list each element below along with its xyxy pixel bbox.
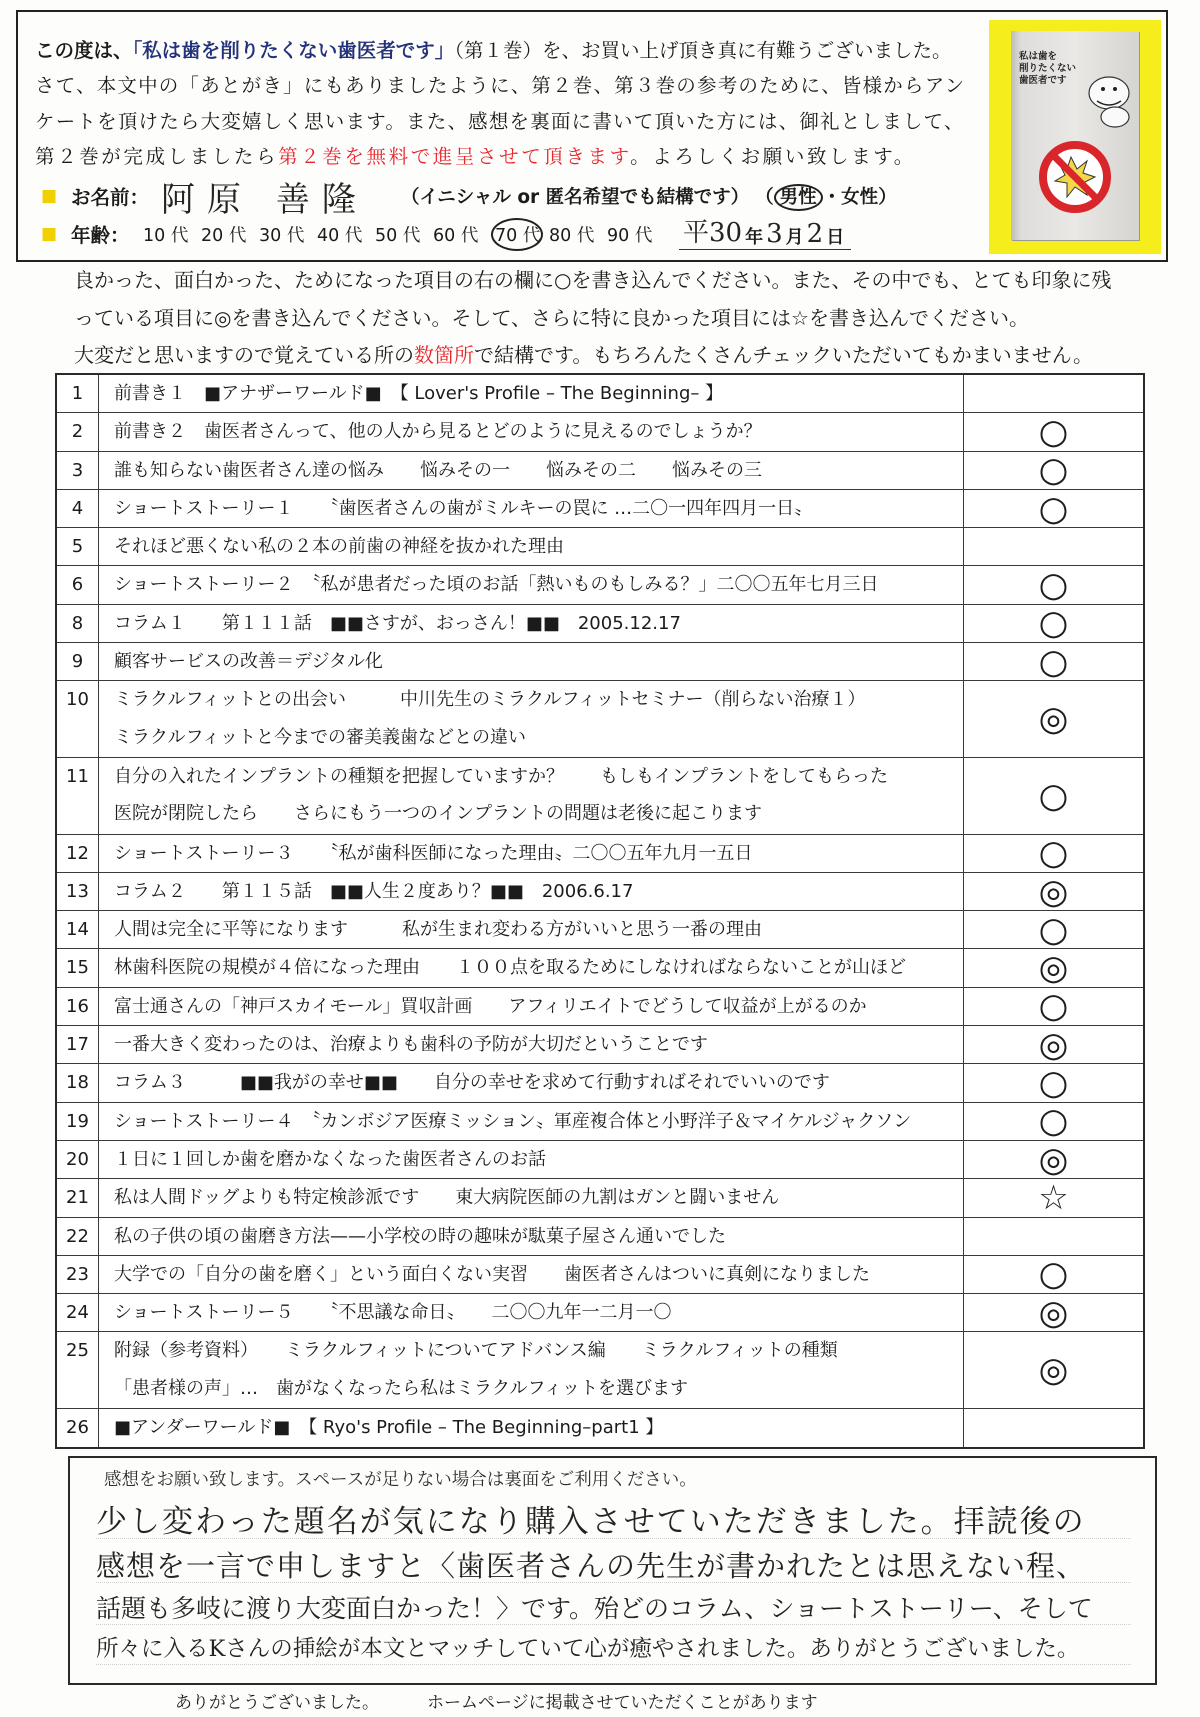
- item-title: [99, 1294, 963, 1331]
- date-month-label: 月: [785, 226, 804, 248]
- footer-note: ホームページに掲載させていただくことがあります: [427, 1693, 818, 1713]
- cover-title-line: 歯医者です: [1019, 75, 1067, 86]
- intro-line-1: [35, 36, 985, 66]
- check-mark-cell: [963, 1179, 1143, 1216]
- check-mark-cell: [963, 413, 1143, 450]
- item-title-line: 前書き１ ■アナザーワールド■ 【 Lover's Profile – The Beginning– 】: [114, 383, 724, 404]
- check-mark-cell: [963, 375, 1143, 412]
- item-number: 2: [57, 413, 99, 450]
- age-field-row: [35, 216, 985, 252]
- check-mark-cell: [963, 1103, 1143, 1140]
- item-title-line: ミラクルフィットとの出会い 中川先生のミラクルフィットセミナー（削らない治療１）: [114, 689, 866, 711]
- age-option: 20 代: [201, 225, 247, 246]
- item-title-line: 私の子供の頃の歯磨き方法——小学校の時の趣味が駄菓子屋さん通いでした: [114, 1225, 726, 1247]
- table-row: [57, 1294, 1143, 1332]
- date-month: 3: [766, 218, 783, 249]
- intro-line-2: さて、本文中の「あとがき」にもありましたように、第２巻、第３巻の参考のために、皆様からアン: [35, 74, 966, 97]
- item-number: 20: [57, 1141, 99, 1178]
- check-mark: ○: [1038, 833, 1069, 874]
- check-mark-cell: [963, 988, 1143, 1025]
- item-number: 24: [57, 1294, 99, 1331]
- item-title: [99, 911, 963, 948]
- check-mark-cell: [963, 643, 1143, 680]
- check-mark: ○: [1038, 1062, 1069, 1103]
- check-mark: ○: [1038, 641, 1069, 682]
- age-option: 10 代: [143, 225, 189, 246]
- check-mark-cell: [963, 452, 1143, 489]
- footer: [175, 1692, 818, 1714]
- check-mark-cell: [963, 1218, 1143, 1255]
- item-number: 22: [57, 1218, 99, 1255]
- table-row: [57, 681, 1143, 758]
- item-title: [99, 1026, 963, 1063]
- instruction-line-3-end: で結構です。もちろんたくさんチェックいただいてもかまいません。: [474, 343, 1093, 367]
- check-mark: ○: [1038, 1254, 1069, 1295]
- item-title-line: 自分の入れたインプラントの種類を把握していますか？ もしもインプラントをしてもらった: [114, 765, 888, 787]
- table-row: [57, 1332, 1143, 1409]
- table-row: [57, 1103, 1143, 1141]
- item-title-line: コラム２ 第１１５話 ■■人生２度あり？■■ 2006.6.17: [114, 880, 634, 902]
- item-title-line: ショートストーリー４ 〝カンボジア医療ミッション〟軍産複合体と小野洋子＆マイケルジャクソン: [114, 1110, 912, 1132]
- table-row: [57, 643, 1143, 681]
- check-mark: ○: [1038, 1101, 1069, 1142]
- item-number: 6: [57, 566, 99, 603]
- cover-title-line: 私は歯を: [1019, 51, 1058, 62]
- item-title-line: ショートストーリー５ 〝不思議な命日〟 二〇〇九年一二月一〇: [114, 1302, 672, 1324]
- intro-line-3: ケートを頂けたら大変嬉しく思います。また、感想を裏面に書いて頂いた方には、御礼としまして、: [35, 110, 965, 133]
- item-title: [99, 490, 963, 527]
- item-title: [99, 758, 963, 834]
- handwritten-comment-line: 所々に入るKさんの挿絵が本文とマッチしていて心が癒やされました。ありがとうございました。: [96, 1636, 1080, 1662]
- check-mark: ○: [1038, 488, 1069, 529]
- book-cover: [1011, 31, 1139, 240]
- item-title-line: それほど悪くない私の２本の前歯の神経を抜かれた理由: [114, 536, 564, 558]
- item-title: [99, 452, 963, 489]
- item-title: [99, 949, 963, 986]
- name-field-row: [35, 176, 985, 216]
- item-title-line: 林歯科医院の規模が４倍になった理由 １００点を取るためにしなければならないことが山ほど: [114, 957, 906, 979]
- item-number: 16: [57, 988, 99, 1025]
- check-mark-cell: [963, 605, 1143, 642]
- item-title-line: 前書き２ 歯医者さんって、他の人から見るとどのように見えるのでしょうか？: [114, 421, 762, 443]
- item-title: [99, 1179, 963, 1216]
- age-option: 90 代: [607, 225, 653, 246]
- item-number: 9: [57, 643, 99, 680]
- item-number: 17: [57, 1026, 99, 1063]
- table-row: [57, 566, 1143, 604]
- table-row: [57, 1256, 1143, 1294]
- item-number: 4: [57, 490, 99, 527]
- check-mark-cell: [963, 948, 1143, 989]
- check-mark-cell: [963, 528, 1143, 565]
- item-title: [99, 988, 963, 1025]
- age-option: 80 代: [549, 225, 595, 246]
- check-mark-cell: [963, 873, 1143, 910]
- gender-paren-open: （: [755, 187, 774, 208]
- item-title-line: 誰も知らない歯医者さん達の悩み 悩みその一 悩みその二 悩みその三: [114, 459, 762, 481]
- name-note: （イニシャル or 匿名希望でも結構です）: [401, 187, 750, 208]
- table-row: [57, 1026, 1143, 1064]
- item-title: [99, 413, 963, 450]
- gender-separator: ・: [822, 187, 842, 208]
- item-number: 1: [57, 375, 99, 412]
- item-title: [99, 1141, 963, 1178]
- survey-table: [55, 373, 1145, 1449]
- table-row: [57, 911, 1143, 949]
- check-mark: ◎: [1038, 1292, 1069, 1333]
- age-option: 60 代: [433, 225, 479, 246]
- item-title-line: 医院が閉院したら さらにもう一つのインプラントの問題は老後に起こります: [114, 803, 762, 825]
- item-number: 14: [57, 911, 99, 948]
- item-title: [99, 528, 963, 565]
- check-mark: ○: [1038, 986, 1069, 1027]
- item-number: 13: [57, 873, 99, 910]
- item-number: 21: [57, 1179, 99, 1216]
- date-day: 2: [806, 218, 824, 249]
- age-option: 30 代: [259, 225, 305, 246]
- item-number: 3: [57, 452, 99, 489]
- handwritten-comment-line: 感想を一言で申しますと〈歯医者さんの先生が書かれたとは思えない程、: [96, 1549, 1087, 1583]
- name-label: お名前：: [71, 186, 150, 209]
- item-title: [99, 681, 963, 757]
- table-row: [57, 605, 1143, 643]
- item-title-line: ミラクルフィットと今までの審美義歯などとの違い: [114, 726, 527, 748]
- check-mark-cell: [963, 1409, 1143, 1447]
- check-mark-cell: [963, 1294, 1143, 1331]
- gender-paren-close: ）: [878, 187, 897, 208]
- handwritten-date: [679, 219, 851, 250]
- intro-line-1-rest: （第１巻）を、お買い上げ頂き真に有難うございました。: [454, 39, 952, 62]
- item-title-line: 一番大きく変わったのは、治療よりも歯科の予防が大切だということです: [114, 1034, 708, 1056]
- instruction-highlight: 数箇所: [414, 343, 474, 367]
- handwritten-comment-line: 話題も多岐に渡り大変面白かった！〉です。殆どのコラム、ショートストーリー、そして: [96, 1594, 1093, 1623]
- item-title-line: 富士通さんの「神戸スカイモール」買収計画 アフィリエイトでどうして収益が上がるのか: [114, 995, 867, 1017]
- cover-title-line: 削りたくない: [1019, 63, 1077, 74]
- check-mark: ◎: [1038, 1350, 1069, 1391]
- item-title-line: 人間は完全に平等になります 私が生まれ変わる方がいいと思う一番の理由: [114, 919, 762, 941]
- handwritten-comment-line: 少し変わった題名が気になり購入させていただきました。拝読後の: [96, 1504, 1086, 1540]
- date-year: 平30: [683, 217, 743, 248]
- intro-box: [16, 10, 1168, 262]
- item-title: [99, 566, 963, 603]
- age-option: 40 代: [317, 225, 363, 246]
- item-title-line: ショートストーリー２ 〝私が患者だった頃のお話「熱いものもしみる？」二〇〇五年七月三日: [114, 574, 879, 596]
- item-title-line: コラム１ 第１１１話 ■■さすが、おっさん！■■ 2005.12.17: [114, 612, 681, 634]
- item-number: 25: [57, 1332, 99, 1408]
- cover-title: [1019, 51, 1099, 87]
- table-row: [57, 413, 1143, 451]
- table-row: [57, 873, 1143, 911]
- item-title-line: 顧客サービスの改善＝デジタル化: [114, 651, 383, 673]
- item-number: 23: [57, 1256, 99, 1293]
- book-title: 「私は歯を削りたくない歯医者です」: [132, 39, 455, 62]
- item-title: [99, 1332, 963, 1408]
- table-row: [57, 758, 1143, 835]
- yellow-square-bullet-icon: ■: [41, 224, 58, 244]
- table-row: [57, 949, 1143, 987]
- table-row: [57, 988, 1143, 1026]
- date-year-label: 年: [745, 226, 764, 248]
- check-mark-cell: [963, 681, 1143, 757]
- item-number: 11: [57, 758, 99, 834]
- item-number: 15: [57, 949, 99, 986]
- table-row: [57, 1409, 1143, 1447]
- item-number: 19: [57, 1103, 99, 1140]
- check-mark: ◎: [1038, 1139, 1069, 1180]
- check-mark-cell: [963, 911, 1143, 948]
- table-row: [57, 528, 1143, 566]
- age-option: 70 代: [491, 218, 543, 251]
- comment-box: [68, 1456, 1157, 1685]
- item-title-line: コラム３ ■■我がの幸せ■■ 自分の幸せを求めて行動すればそれでいいのです: [114, 1072, 830, 1094]
- free-gift-notice: 第２巻を無料で進呈させて頂きます: [278, 145, 631, 168]
- check-mark-cell: [963, 1141, 1143, 1178]
- footer-thanks: ありがとうございました。: [175, 1693, 379, 1713]
- item-number: 18: [57, 1064, 99, 1101]
- check-mark: ○: [1038, 603, 1069, 644]
- item-title: [99, 1218, 963, 1255]
- instruction-line-1: 良かった、面白かった、ためになった項目の右の欄に○を書き込んでください。また、その中でも、とても印象に残: [74, 268, 1112, 292]
- instruction-line-2: っている項目に◎を書き込んでください。そして、さらに特に良かった項目には☆を書き込んでください。: [74, 306, 1029, 330]
- table-row: [57, 1064, 1143, 1102]
- intro-line-4-end: 。よろしくお願い致します。: [630, 145, 916, 168]
- item-number: 12: [57, 835, 99, 872]
- item-title-line: 私は人間ドッグよりも特定検診派です 東大病院医師の九割はガンと闘いません: [114, 1187, 780, 1209]
- date-day-label: 日: [826, 226, 845, 248]
- intro-line-4-start: 第２巻が完成しましたら: [35, 145, 279, 168]
- item-title: [99, 835, 963, 872]
- table-row: [57, 1141, 1143, 1179]
- check-mark: ○: [1038, 565, 1069, 606]
- table-row: [57, 490, 1143, 528]
- item-title: [99, 873, 963, 910]
- check-mark-cell: [963, 565, 1143, 606]
- gender-option-female: 女性: [841, 187, 879, 208]
- check-mark: ◎: [1038, 699, 1069, 740]
- intro-line-4: [35, 142, 985, 172]
- instruction-line-3: [74, 341, 1184, 369]
- table-row: [57, 375, 1143, 413]
- check-mark-cell: [963, 835, 1143, 872]
- check-mark-cell: [963, 1256, 1143, 1293]
- table-row: [57, 835, 1143, 873]
- check-mark: ○: [1038, 411, 1069, 452]
- book-cover-image: [989, 20, 1161, 254]
- item-number: 5: [57, 528, 99, 565]
- item-title: [99, 605, 963, 642]
- age-label: 年齢：: [71, 224, 130, 247]
- item-title: [99, 375, 963, 412]
- item-title: [99, 1409, 963, 1447]
- check-mark: ◎: [1038, 871, 1069, 912]
- item-title: [99, 1256, 963, 1293]
- item-number: 8: [57, 605, 99, 642]
- yellow-square-bullet-icon: ■: [41, 186, 58, 206]
- item-title-line: ショートストーリー３ 〝私が歯科医師になった理由〟二〇〇五年九月一五日: [114, 842, 753, 864]
- table-row: [57, 1218, 1143, 1256]
- gender-field: [755, 183, 897, 209]
- gender-option-male: 男性: [774, 184, 823, 211]
- check-mark: ○: [1038, 775, 1069, 816]
- check-mark-cell: [963, 1332, 1143, 1408]
- check-mark: ◎: [1038, 948, 1069, 989]
- check-mark: ◎: [1038, 1024, 1069, 1065]
- age-option: 50 代: [375, 225, 421, 246]
- check-mark-cell: [963, 758, 1143, 834]
- check-mark-cell: [963, 1064, 1143, 1101]
- check-mark: ○: [1038, 450, 1069, 491]
- item-title-line: １日に１回しか歯を磨かなくなった歯医者さんのお話: [114, 1148, 546, 1170]
- comment-prompt: 感想をお願い致します。スペースが足りない場合は裏面をご利用ください。: [104, 1470, 697, 1490]
- item-title-line: 大学での「自分の歯を磨く」という面白くない実習 歯医者さんはついに真剣になりました: [114, 1263, 870, 1285]
- check-mark-cell: [963, 490, 1143, 527]
- table-row: [57, 452, 1143, 490]
- item-number: 10: [57, 681, 99, 757]
- item-number: 26: [57, 1409, 99, 1447]
- check-mark-cell: [963, 1026, 1143, 1063]
- intro-greeting: この度は、: [35, 39, 133, 62]
- check-mark: ○: [1038, 909, 1069, 950]
- handwritten-name: 阿原 善隆: [161, 179, 368, 216]
- check-mark: ☆: [1038, 1177, 1069, 1218]
- instruction-line-3-start: 大変だと思いますので覚えている所の: [74, 343, 414, 367]
- item-title-line: ショートストーリー１ 〝歯医者さんの歯がミルキーの罠に …二〇一四年四月一日〟: [114, 497, 813, 519]
- item-title-line: 「患者様の声」… 歯がなくなったら私はミラクルフィットを選びます: [114, 1377, 689, 1399]
- item-title: [99, 1103, 963, 1140]
- item-title: [99, 1064, 963, 1101]
- item-title-line: 附録（参考資料） ミラクルフィットについてアドバンス編 ミラクルフィットの種類: [114, 1340, 838, 1362]
- table-row: [57, 1179, 1143, 1217]
- item-title: [99, 643, 963, 680]
- item-title-line: ■アンダーワールド■ 【 Ryo's Profile – The Beginning–part1 】: [114, 1417, 664, 1439]
